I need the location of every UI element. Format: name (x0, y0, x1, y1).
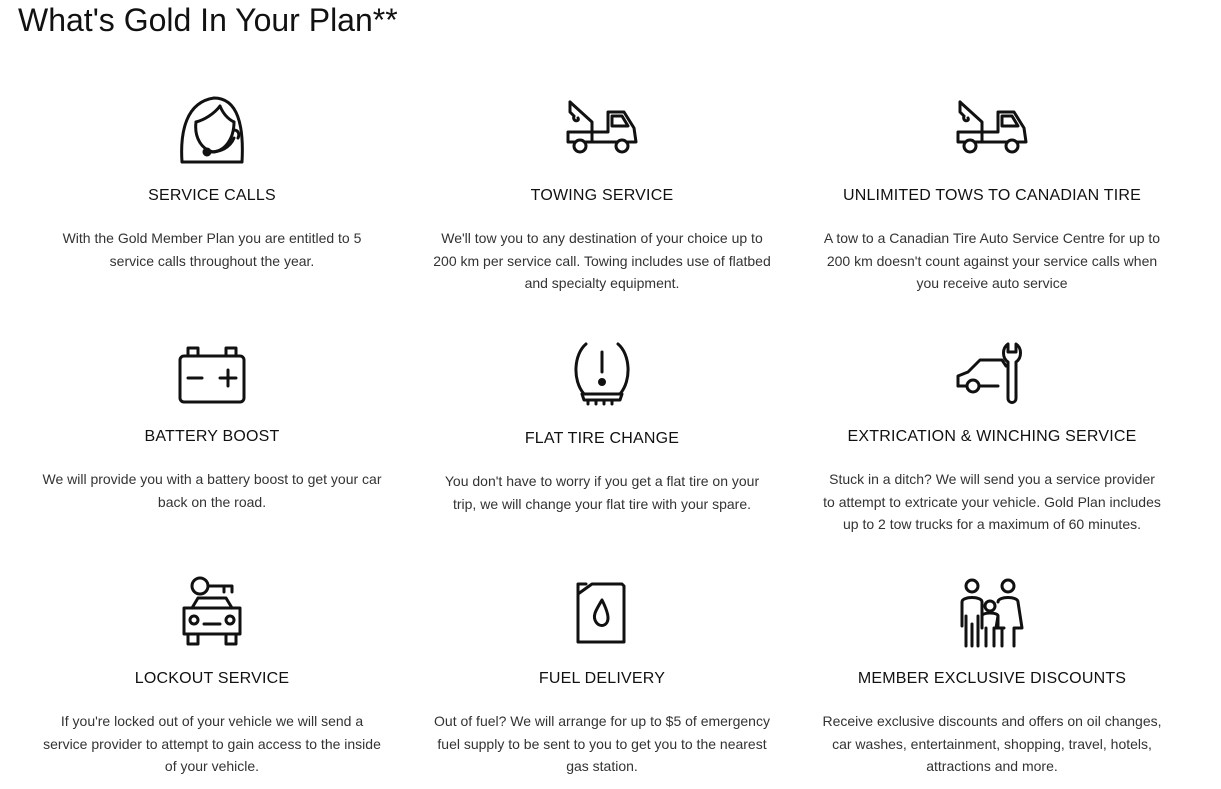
feature-title: BATTERY BOOST (144, 428, 280, 445)
feature-card-towing-service (422, 90, 782, 300)
page-title: What's Gold In Your Plan** (18, 2, 398, 38)
feature-title: MEMBER EXCLUSIVE DISCOUNTS (857, 670, 1127, 687)
feature-card-battery-boost (32, 334, 392, 534)
feature-description: We will provide you with a battery boost to get your car back on the road. (42, 471, 382, 510)
tow-truck-icon (562, 92, 642, 168)
fuel-can-icon (562, 576, 642, 652)
feature-card-member-discounts (812, 574, 1172, 779)
feature-card-unlimited-tows (812, 90, 1172, 300)
feature-description: Stuck in a ditch? We will send you a service provider to attempt to extricate your vehicle. Gold Plan includes up to 2 tow trucks for a maximum of 60 minutes. (823, 471, 1161, 532)
car-key-icon (172, 574, 252, 650)
feature-title: FUEL DELIVERY (538, 670, 666, 687)
tow-truck-icon (952, 92, 1032, 168)
feature-card-lockout-service (32, 574, 392, 779)
family-icon (952, 576, 1032, 652)
feature-title: TOWING SERVICE (530, 187, 674, 204)
feature-description: If you're locked out of your vehicle we will send a service provider to attempt to gain access to the inside of your vehicle. (43, 713, 381, 774)
feature-card-service-calls (32, 90, 392, 300)
feature-title: LOCKOUT SERVICE (134, 670, 290, 687)
feature-title: UNLIMITED TOWS TO CANADIAN TIRE (842, 187, 1142, 204)
car-wrench-icon (952, 336, 1032, 412)
feature-title: SERVICE CALLS (148, 187, 276, 204)
feature-description: Out of fuel? We will arrange for up to $5 of emergency fuel supply to be sent to you to get you to the nearest gas station. (434, 713, 770, 774)
feature-description: Receive exclusive discounts and offers on oil changes, car washes, entertainment, shopping, travel, hotels, attractions and more. (822, 713, 1162, 774)
feature-description: You don't have to worry if you get a flat tire on your trip, we will change your flat tire with your spare. (444, 473, 760, 512)
tire-pressure-warning-icon (562, 336, 642, 412)
feature-card-extrication-winching (812, 334, 1172, 534)
feature-card-flat-tire-change (422, 334, 782, 534)
feature-description: With the Gold Member Plan you are entitled to 5 service calls throughout the year. (62, 230, 362, 269)
feature-description: We'll tow you to any destination of your choice up to 200 km per service call. Towing includes use of flatbed and specialty equipment. (433, 230, 771, 291)
feature-description: A tow to a Canadian Tire Auto Service Centre for up to 200 km doesn't count against your service calls when you receive auto service (823, 230, 1161, 291)
car-battery-icon (172, 338, 252, 414)
feature-title: FLAT TIRE CHANGE (524, 430, 680, 447)
feature-card-fuel-delivery (422, 574, 782, 779)
headset-agent-icon (172, 92, 252, 168)
feature-title: EXTRICATION & WINCHING SERVICE (847, 428, 1137, 445)
